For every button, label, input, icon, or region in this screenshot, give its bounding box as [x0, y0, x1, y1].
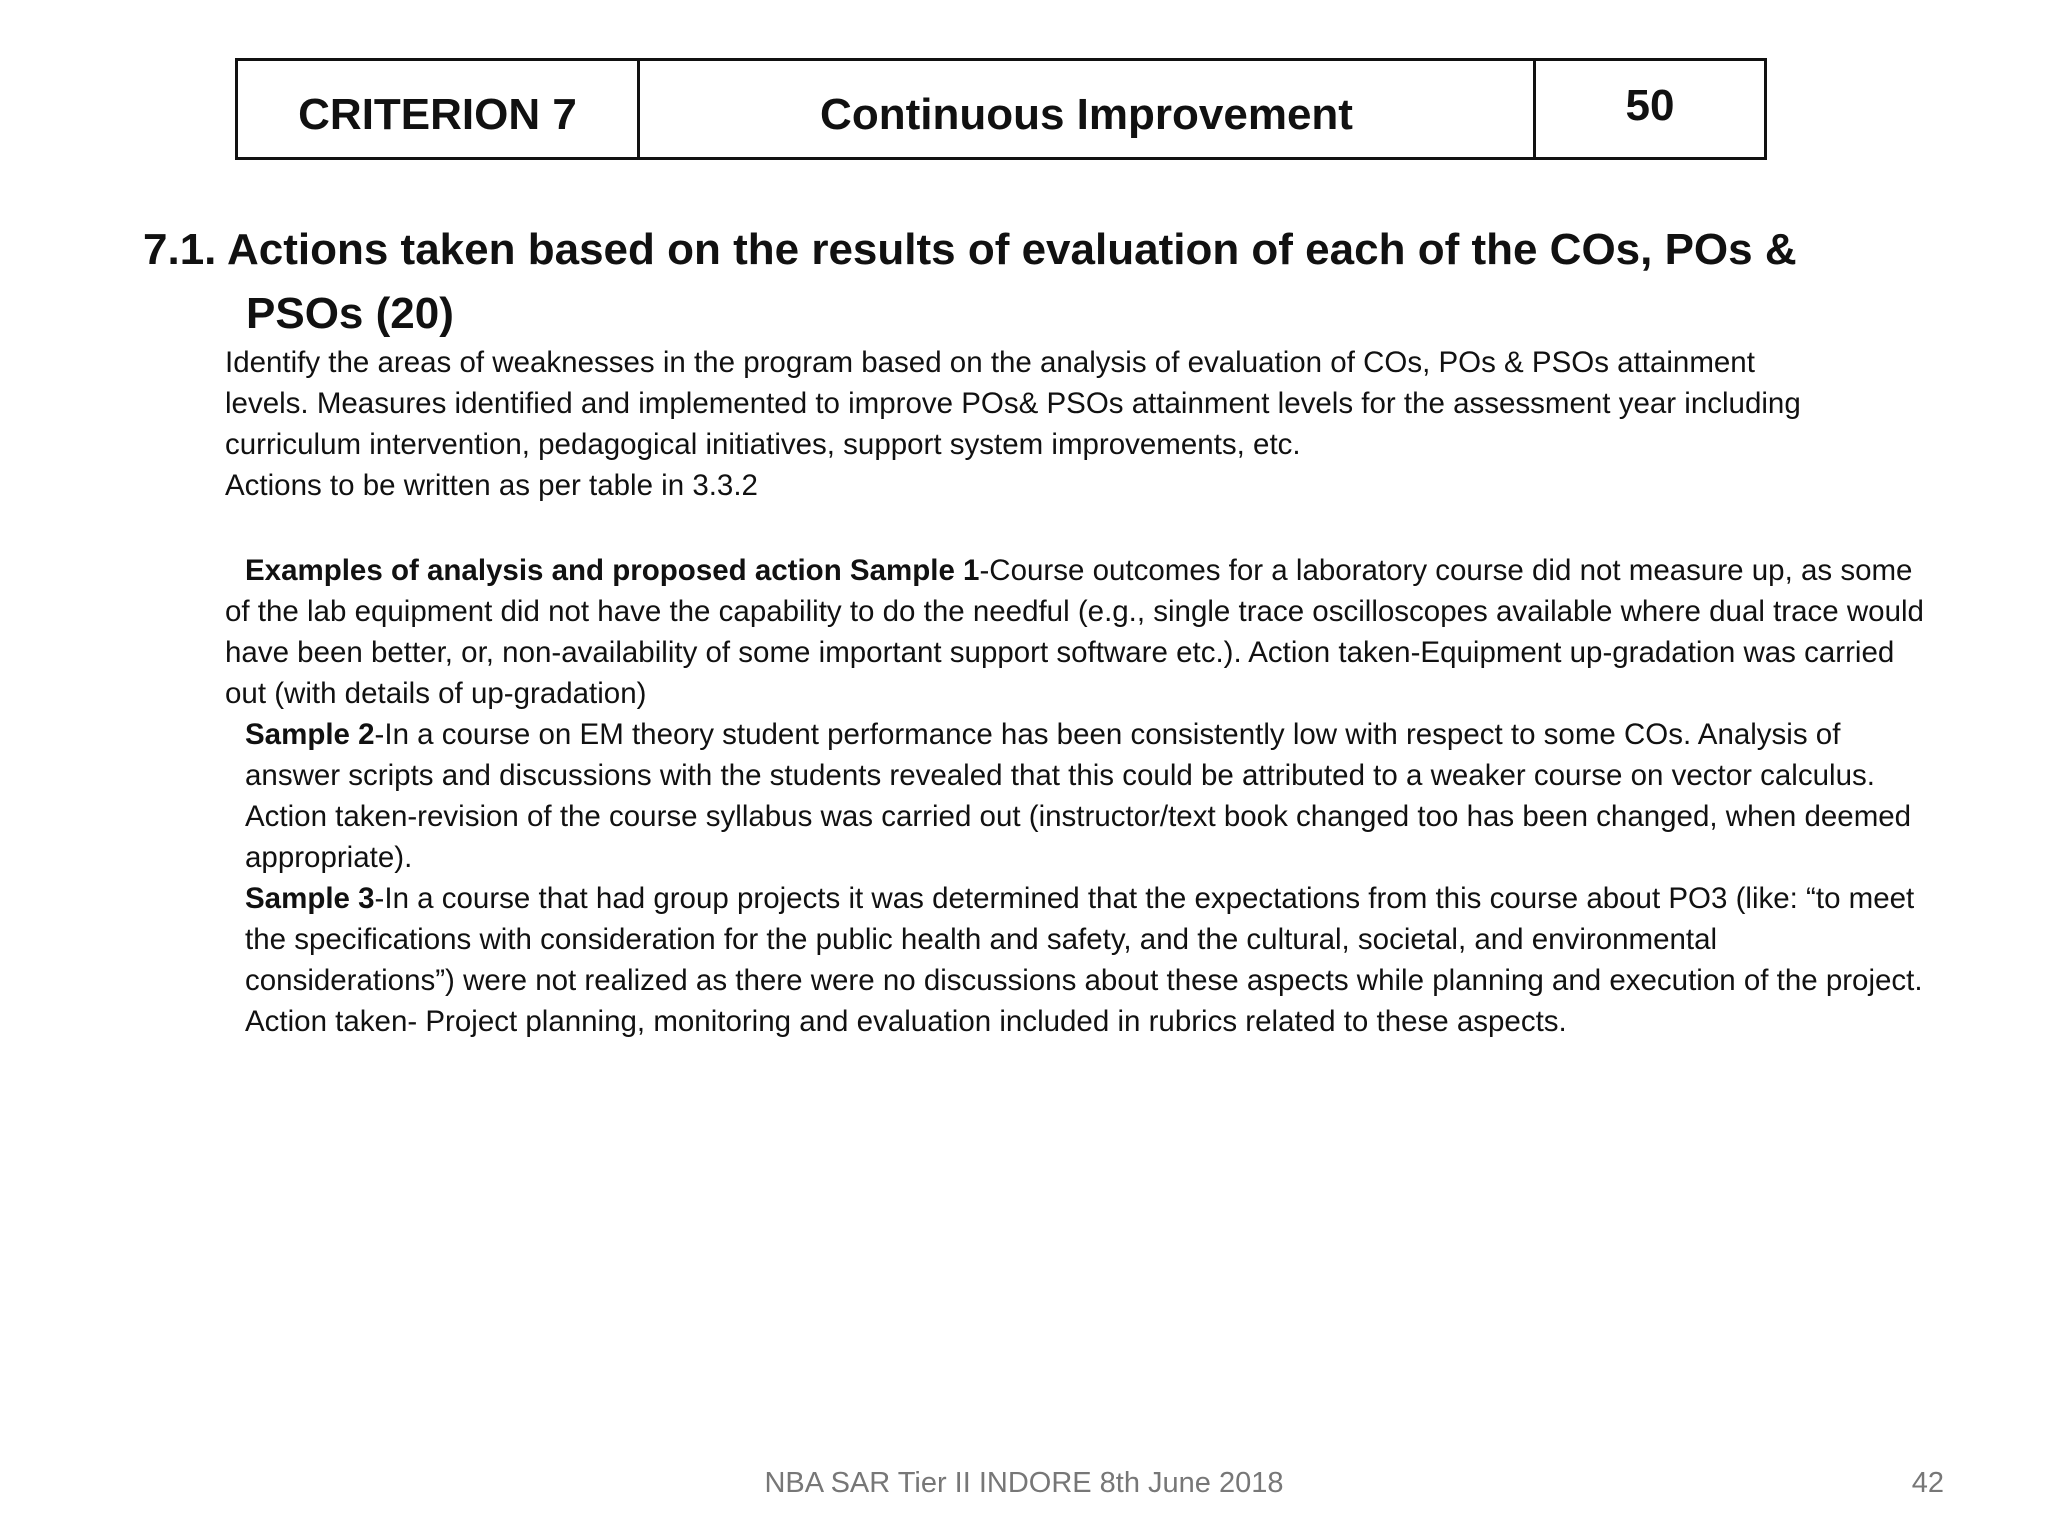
criterion-label: CRITERION 7	[238, 61, 640, 157]
intro-line: curriculum intervention, pedagogical initiatives, support system improvements, etc.	[225, 428, 1301, 461]
sample-3-text: -In a course that had group projects it was determined that the expectations from this course about PO3 (like: “to meet the specifications with consideration for the public health and safety, and the cultural, societal, and environmental considerations”) were not realized as there were no discussions about these aspects while planning and execution of the project. Action taken- Project planning, monitoring and evaluation included in rubrics related to these aspects.	[245, 882, 1923, 1038]
section-heading-line2: PSOs (20)	[246, 289, 454, 338]
sample-2-action: Action taken-revision of the course syllabus was carried out (instructor/text book changed too has been changed, when deemed appropriate).	[245, 800, 1912, 874]
intro-line: levels. Measures identified and implemented to improve POs& PSOs attainment levels for the assessment year including	[225, 387, 1801, 420]
criterion-marks: 50	[1625, 81, 1675, 130]
samples-list	[245, 714, 1935, 1042]
sample-2-text: -In a course on EM theory student performance has been consistently low with respect to some COs. Analysis of answer scripts and discussions with the students revealed that this could be attributed to a weaker course on vector calculus.	[245, 718, 1875, 792]
sample-1-text: -Course outcomes for a laboratory course did not measure up, as some of the lab equipment did not have the capability to do the needful (e.g., single trace oscilloscopes available where dual trace would have been better, or, non-availability of some important support software etc.). Action taken-Equipment up-gradation was carried out (with details of up-gradation)	[225, 554, 1924, 710]
intro-line: Identify the areas of weaknesses in the program based on the analysis of evaluation of COs, POs & PSOs attainment	[225, 346, 1755, 379]
criterion-header-table	[235, 58, 1767, 160]
sample-1-label: Examples of analysis and proposed action Sample 1	[245, 554, 980, 587]
page-number: 42	[1911, 1467, 1944, 1499]
sample-1-paragraph	[225, 550, 1935, 714]
footer-text: NBA SAR Tier II INDORE 8th June 2018	[764, 1467, 1284, 1499]
section-heading	[143, 218, 1843, 346]
intro-line: Actions to be written as per table in 3.3.2	[225, 469, 758, 502]
section-intro	[225, 342, 1925, 506]
section-heading-line1: 7.1. Actions taken based on the results of evaluation of each of the COs, POs &	[143, 225, 1797, 274]
sample-2-paragraph	[245, 714, 1935, 796]
sample-3-paragraph	[245, 878, 1935, 1042]
criterion-title: Continuous Improvement	[640, 61, 1536, 157]
sample-3-label: Sample 3	[245, 882, 375, 915]
sample-2-label: Sample 2	[245, 718, 375, 751]
